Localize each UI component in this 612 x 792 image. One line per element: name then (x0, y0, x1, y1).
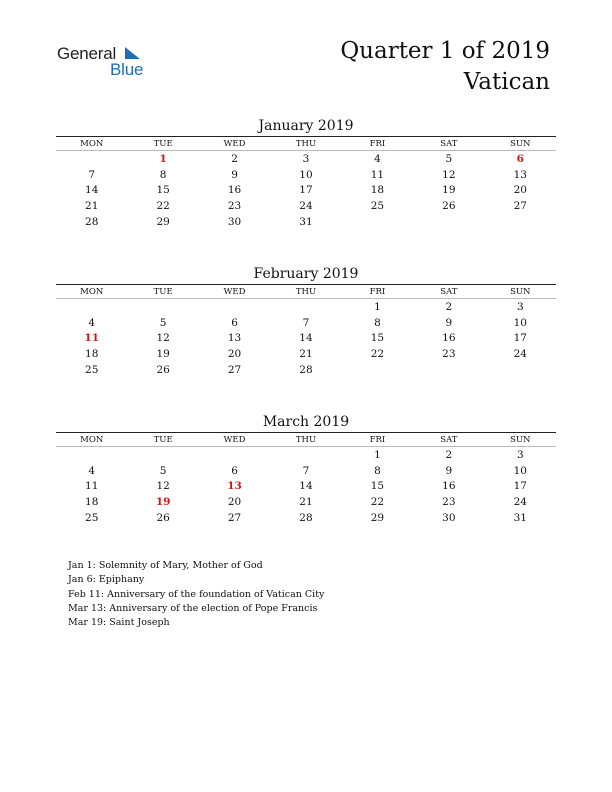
day-cell: 4 (88, 464, 96, 477)
day-cell: 26 (156, 512, 170, 525)
day-cell: 16 (227, 184, 242, 197)
weekday-label: TUE (153, 434, 173, 445)
day-cell: 24 (513, 348, 527, 361)
holiday-note: Mar 13: Anniversary of the election of Pope Francis (68, 602, 318, 614)
logo-triangle-icon (123, 46, 141, 60)
day-cell: 20 (227, 496, 242, 509)
weekday-label: TUE (153, 286, 173, 297)
day-cell: 25 (370, 200, 385, 213)
day-cell: 3 (302, 152, 310, 165)
day-cell: 30 (227, 216, 242, 229)
day-cell: 17 (513, 332, 527, 345)
day-cell: 10 (513, 464, 527, 477)
weekday-header (56, 137, 556, 151)
day-cell: 11 (84, 332, 100, 345)
weekday-label: THU (295, 286, 317, 297)
day-cell: 8 (374, 316, 381, 329)
day-cell: 3 (516, 300, 524, 313)
title-quarter: Quarter 1 of 2019 (340, 38, 550, 64)
day-cell: 14 (85, 184, 99, 197)
day-cell: 2 (445, 300, 453, 313)
day-cell: 18 (370, 184, 385, 197)
weekday-label: SAT (440, 138, 458, 149)
weekday-label: MON (80, 138, 104, 149)
day-cell: 4 (374, 152, 381, 165)
day-cell: 11 (370, 168, 385, 181)
week-row (56, 151, 556, 167)
day-cell: 26 (156, 364, 170, 377)
logo-word-blue: Blue (110, 60, 144, 79)
weekday-label: WED (223, 286, 246, 297)
day-cell: 18 (85, 496, 99, 509)
month-grid (56, 151, 556, 230)
month-title: March 2019 (262, 414, 350, 430)
page-title (340, 36, 550, 98)
day-cell: 26 (442, 200, 456, 213)
day-cell: 17 (299, 184, 313, 197)
day-cell: 25 (85, 512, 99, 525)
holiday-note: Feb 11: Anniversary of the foundation of Vatican City (68, 588, 325, 600)
day-cell: 16 (442, 332, 456, 345)
weekday-label: FRI (369, 138, 386, 149)
day-cell: 14 (299, 480, 313, 493)
week-row (56, 463, 556, 479)
day-cell: 1 (374, 300, 381, 313)
generalblue-logo (57, 44, 157, 84)
day-cell: 13 (227, 480, 242, 493)
day-cell: 10 (299, 168, 313, 181)
day-cell: 31 (513, 512, 527, 525)
day-cell: 9 (445, 316, 453, 329)
weekday-label: SAT (440, 286, 458, 297)
day-cell: 27 (227, 512, 242, 525)
week-row (56, 479, 556, 495)
day-cell: 6 (516, 152, 524, 165)
day-cell: 18 (85, 348, 99, 361)
logo-word-general: General (57, 44, 117, 63)
weekday-label: MON (80, 434, 104, 445)
day-cell: 16 (442, 480, 456, 493)
week-row (56, 167, 556, 183)
day-cell: 19 (442, 184, 456, 197)
holiday-note: Jan 6: Epiphany (68, 574, 145, 586)
month-grid (56, 299, 556, 378)
day-cell: 15 (156, 184, 170, 197)
week-row (56, 331, 556, 347)
day-cell: 27 (513, 200, 527, 213)
weekday-label: MON (80, 286, 104, 297)
day-cell: 6 (231, 316, 238, 329)
day-cell: 19 (155, 496, 171, 509)
day-cell: 24 (299, 200, 313, 213)
month-title: February 2019 (253, 266, 359, 282)
calendar-january (56, 117, 556, 230)
week-row (56, 362, 556, 378)
week-row (56, 183, 556, 199)
weekday-label: WED (223, 138, 246, 149)
day-cell: 2 (445, 448, 453, 461)
day-cell: 10 (513, 316, 527, 329)
weekday-header (56, 285, 556, 299)
day-cell: 3 (516, 448, 524, 461)
day-cell: 22 (370, 496, 385, 509)
month-title: January 2019 (258, 118, 354, 134)
day-cell: 28 (85, 216, 99, 229)
day-cell: 15 (370, 480, 385, 493)
weekday-label: FRI (369, 286, 386, 297)
day-cell: 23 (227, 200, 242, 213)
day-cell: 15 (370, 332, 385, 345)
day-cell: 6 (231, 464, 238, 477)
weekday-label: SUN (510, 434, 531, 445)
day-cell: 20 (227, 348, 242, 361)
day-cell: 5 (445, 152, 453, 165)
day-cell: 9 (231, 168, 238, 181)
day-cell: 25 (85, 364, 99, 377)
day-cell: 8 (159, 168, 167, 181)
weekday-label: SUN (510, 286, 531, 297)
holiday-notes (68, 559, 324, 630)
day-cell: 5 (159, 316, 167, 329)
calendar-march (56, 413, 556, 526)
day-cell: 24 (513, 496, 527, 509)
title-country: Vatican (463, 69, 550, 95)
day-cell: 20 (513, 184, 527, 197)
weekday-label: FRI (369, 434, 386, 445)
day-cell: 4 (88, 316, 96, 329)
day-cell: 13 (227, 332, 242, 345)
day-cell: 9 (445, 464, 453, 477)
day-cell: 14 (299, 332, 313, 345)
weekday-label: SAT (440, 434, 458, 445)
week-row (56, 315, 556, 331)
day-cell: 28 (299, 512, 313, 525)
weekday-label: THU (295, 434, 317, 445)
week-row (56, 494, 556, 510)
day-cell: 27 (227, 364, 242, 377)
day-cell: 22 (370, 348, 385, 361)
day-cell: 21 (299, 496, 313, 509)
week-row (56, 447, 556, 463)
weekday-label: WED (223, 434, 246, 445)
week-row (56, 299, 556, 315)
day-cell: 28 (299, 364, 313, 377)
day-cell: 21 (299, 348, 313, 361)
day-cell: 21 (85, 200, 99, 213)
day-cell: 11 (85, 480, 99, 493)
week-row (56, 346, 556, 362)
day-cell: 17 (513, 480, 527, 493)
day-cell: 2 (231, 152, 238, 165)
day-cell: 1 (159, 152, 167, 165)
day-cell: 12 (156, 480, 170, 493)
day-cell: 12 (156, 332, 170, 345)
day-cell: 12 (442, 168, 456, 181)
day-cell: 19 (156, 348, 170, 361)
week-row (56, 198, 556, 214)
day-cell: 8 (374, 464, 381, 477)
weekday-header (56, 433, 556, 447)
day-cell: 23 (442, 348, 456, 361)
day-cell: 7 (302, 316, 310, 329)
day-cell: 30 (442, 512, 456, 525)
day-cell: 7 (88, 168, 96, 181)
day-cell: 29 (370, 512, 385, 525)
holiday-note: Jan 1: Solemnity of Mary, Mother of God (68, 560, 263, 571)
weekday-label: TUE (153, 138, 173, 149)
day-cell: 31 (299, 216, 313, 229)
weekday-label: SUN (510, 138, 531, 149)
day-cell: 13 (513, 168, 527, 181)
holiday-note: Mar 19: Saint Joseph (68, 617, 170, 629)
week-row (56, 214, 556, 230)
day-cell: 7 (302, 464, 310, 477)
calendar-february (56, 265, 556, 378)
day-cell: 22 (156, 200, 170, 213)
weekday-label: THU (295, 138, 317, 149)
month-grid (56, 447, 556, 526)
day-cell: 23 (442, 496, 456, 509)
day-cell: 29 (156, 216, 170, 229)
week-row (56, 510, 556, 526)
day-cell: 5 (159, 464, 167, 477)
day-cell: 1 (374, 448, 381, 461)
